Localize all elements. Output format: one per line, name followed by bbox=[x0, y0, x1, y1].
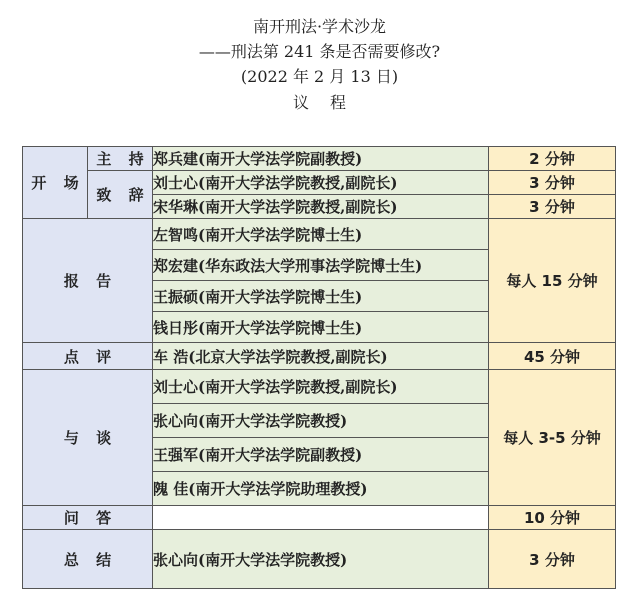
section-opening: 开 场 bbox=[23, 147, 88, 219]
duration-cell: 2 分钟 bbox=[489, 147, 616, 171]
duration-cell: 3 分钟 bbox=[489, 530, 616, 589]
section-review: 点 评 bbox=[23, 343, 153, 370]
person-cell: 隗 佳(南开大学法学院助理教授) bbox=[153, 472, 489, 506]
duration-cell: 3 分钟 bbox=[489, 195, 616, 219]
table-row bbox=[23, 219, 616, 250]
salon-subtitle: ——刑法第 241 条是否需要修改? bbox=[198, 42, 441, 61]
agenda-label: 议 程 bbox=[292, 93, 355, 112]
sub-host: 主 持 bbox=[88, 147, 153, 171]
agenda-table bbox=[22, 146, 616, 589]
duration-cell: 45 分钟 bbox=[489, 343, 616, 370]
person-cell: 王振硕(南开大学法学院博士生) bbox=[153, 281, 489, 312]
table-row bbox=[23, 506, 616, 530]
person-cell: 张心向(南开大学法学院教授) bbox=[153, 530, 489, 589]
section-reports: 报 告 bbox=[23, 219, 153, 343]
person-cell: 宋华琳(南开大学法学院教授,副院长) bbox=[153, 195, 489, 219]
person-cell bbox=[153, 506, 489, 530]
table-row bbox=[23, 147, 616, 171]
person-cell: 左智鸣(南开大学法学院博士生) bbox=[153, 219, 489, 250]
section-discussion: 与 谈 bbox=[23, 370, 153, 506]
table-row bbox=[23, 343, 616, 370]
salon-title: 南开刑法·学术沙龙 bbox=[252, 17, 387, 36]
person-cell: 钱日彤(南开大学法学院博士生) bbox=[153, 312, 489, 343]
person-cell: 张心向(南开大学法学院教授) bbox=[153, 404, 489, 438]
person-cell: 车 浩(北京大学法学院教授,副院长) bbox=[153, 343, 489, 370]
duration-cell: 10 分钟 bbox=[489, 506, 616, 530]
section-qa: 问 答 bbox=[23, 506, 153, 530]
table-row bbox=[23, 171, 616, 195]
person-cell: 刘士心(南开大学法学院教授,副院长) bbox=[153, 370, 489, 404]
person-cell: 郑宏建(华东政法大学刑事法学院博士生) bbox=[153, 250, 489, 281]
agenda-header bbox=[0, 14, 639, 115]
duration-cell: 每人 3-5 分钟 bbox=[489, 370, 616, 506]
person-cell: 郑兵建(南开大学法学院副教授) bbox=[153, 147, 489, 171]
duration-cell: 3 分钟 bbox=[489, 171, 616, 195]
sub-speech: 致 辞 bbox=[88, 171, 153, 219]
person-cell: 王强军(南开大学法学院副教授) bbox=[153, 438, 489, 472]
section-summary: 总 结 bbox=[23, 530, 153, 589]
person-cell: 刘士心(南开大学法学院教授,副院长) bbox=[153, 171, 489, 195]
salon-date: (2022 年 2 月 13 日) bbox=[240, 67, 399, 86]
table-row bbox=[23, 530, 616, 589]
duration-cell: 每人 15 分钟 bbox=[489, 219, 616, 343]
table-row bbox=[23, 370, 616, 404]
